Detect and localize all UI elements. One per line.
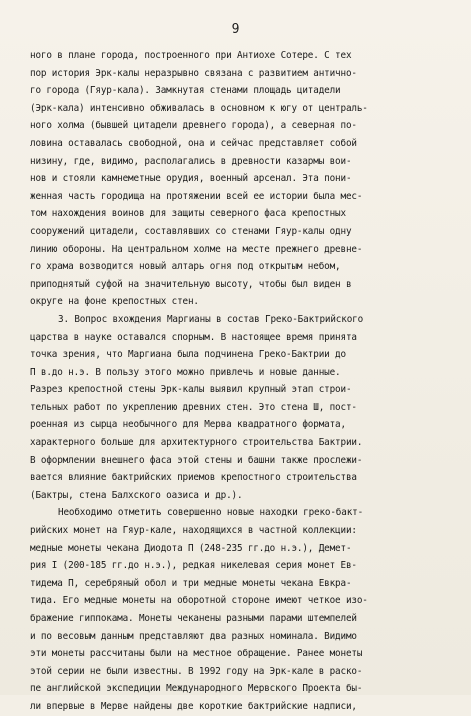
text-line: приподнятый суфой на значительную высоту, чтобы был виден в (30, 278, 352, 290)
text-line: тидема П, серебряный обол и три медные монеты чекана Евкра- (30, 577, 352, 589)
paragraph-2 (30, 311, 442, 505)
text-line: ного холма (бывшей цитадели древнего города), а северная по- (30, 120, 357, 132)
text-line: го храма возводится новый алтарь огня под открытым небом, (30, 261, 341, 273)
paragraph-1 (30, 47, 442, 311)
text-line: ного в плане города, построенного при Антиохе Сотере. С тех (30, 50, 352, 61)
text-line: том нахождения воинов для защиты северного фаса крепостных (30, 208, 346, 220)
document-body (30, 47, 442, 716)
text-line: медные монеты чекана Диодота П (248-235 гг.до н.э.), Демет- (30, 542, 352, 554)
text-line: точка зрения, что Маргиана была подчинена Греко-Бактрии до (30, 349, 346, 361)
text-line: пор история Эрк-калы неразрывно связана с развитием антично- (30, 67, 357, 79)
text-line: линию обороны. На центральном холме на месте прежнего древне- (30, 243, 363, 255)
text-line: и по весовым данным представляют два разных номинала. Видимо (30, 630, 357, 642)
text-line: характерного больше для архитектурного строительства Бактрии. (30, 437, 363, 449)
page-number: 9 (231, 22, 240, 37)
text-line: (Бактры, стена Балхского оазиса и др.). (30, 489, 243, 501)
text-line: царства в науке оставался спорным. В настоящее время принята (30, 331, 357, 343)
text-line: женная часть городища на протяжении всей ее истории была мес- (30, 190, 363, 202)
text-line: тида. Его медные монеты на оборотной стороне имеют четкое изо- (30, 595, 368, 607)
text-line: 3. Вопрос вхождения Маргианы в состав Греко-Бактрийского (58, 313, 364, 325)
text-line: (Эрк-кала) интенсивно обживалась в основном к югу от централь- (30, 102, 368, 114)
text-line: рия I (200-185 гг.до н.э.), редкая никелевая серия монет Ев- (30, 560, 357, 572)
text-line: пе английской экспедиции Международного Мервского Проекта бы- (30, 683, 363, 695)
text-line: тельных работ по укреплению древних стен. Это стена Ш, пост- (30, 401, 357, 413)
text-line: Разрез крепостной стены Эрк-калы выявил крупный этап строи- (30, 384, 352, 396)
text-line: рийских монет на Гяур-кале, находящихся в частной коллекции: (30, 525, 357, 537)
text-line: бражение гиппокама. Монеты чеканены разными парами штемпелей (30, 613, 357, 624)
text-line: нов и стояли камнеметные орудия, военный арсенал. Эта пони- (30, 173, 352, 185)
text-line: роенная из сырца необычного для Мерва квадратного формата, (30, 419, 346, 431)
text-line: эти монеты рассчитаны были на местное обращение. Ранее монеты (30, 648, 363, 660)
paragraph-3 (30, 504, 442, 715)
text-line: этой серии не были известны. В 1992 году на Эрк-кале в раско- (30, 665, 363, 677)
text-line: П в.до н.э. В пользу этого можно привлечь и новые данные. (30, 366, 341, 378)
text-line: Необходимо отметить совершенно новые находки греко-бакт- (58, 507, 364, 519)
text-line: В оформлении внешнего фаса этой стены и башни также прослежи- (30, 454, 363, 466)
text-line: низину, где, видимо, располагались в древности казармы вои- (30, 155, 352, 167)
text-line: округе на фоне крепостных стен. (30, 296, 199, 308)
text-line: ли впервые в Мерве найдены две короткие бактрийские надписи, (30, 700, 357, 712)
text-line: сооружений цитадели, составлявших со стенами Гяур-калы одну (30, 225, 352, 237)
text-line: вается влияние бактрийских приемов крепостного строительства (30, 472, 357, 484)
text-line: ловина оставалась свободной, она и сейчас представляет собой (30, 137, 357, 149)
text-line: го города (Гяур-кала). Замкнутая стенами площадь цитадели (30, 85, 341, 97)
